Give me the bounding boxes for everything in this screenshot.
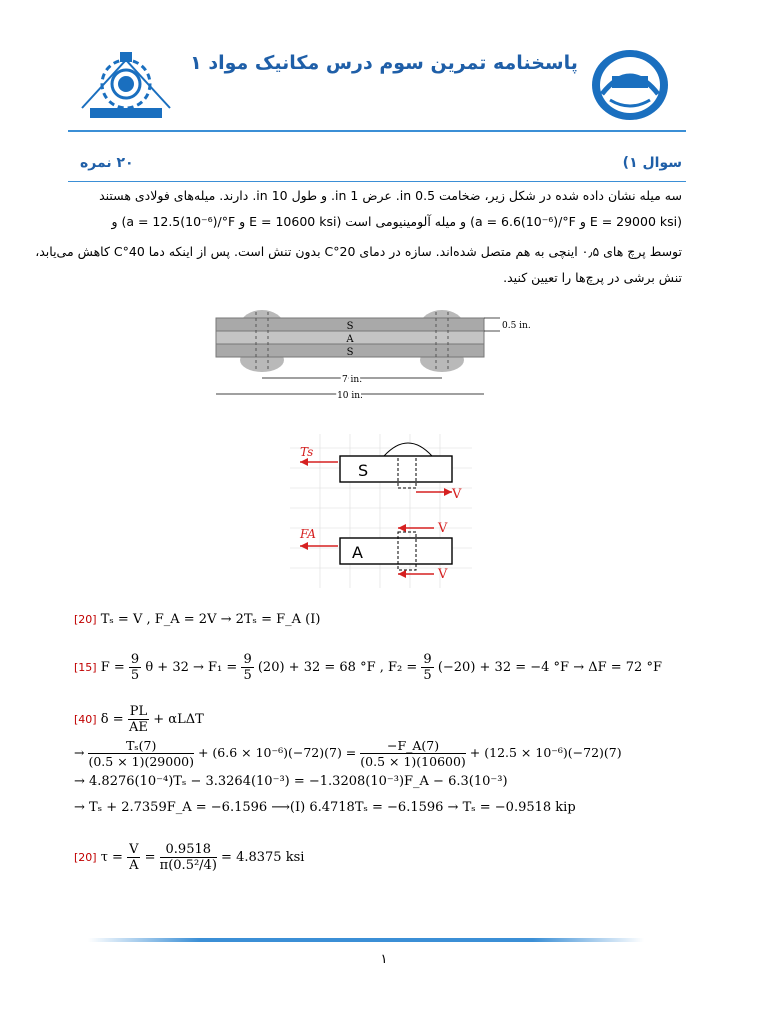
bottom-bar-label: A bbox=[352, 543, 363, 562]
question-line-2: (E = 29000 ksi و a = 6.6(10⁻⁶)/°F) و میله آلومینیومی است (E = 10600 ksi و a = 12.5(10⁻⁶)/°F) و bbox=[111, 214, 682, 229]
inner-dimension-label: 7 in. bbox=[341, 375, 363, 385]
page-number: ۱ bbox=[380, 952, 388, 967]
footer-divider bbox=[88, 938, 644, 942]
outer-dimension-label: 10 in. bbox=[337, 391, 363, 401]
bar-label-bottom: S bbox=[346, 347, 354, 358]
thickness-label: 0.5 in. bbox=[502, 321, 531, 331]
equation-text: θ + 32 → F₁ = bbox=[145, 660, 238, 675]
equation-text: F = bbox=[100, 660, 125, 675]
equation-compatibility: → $\frac{\text{Tₛ(7)}}{(0.5 \times 1)(29000)}$ + (6.6 × 10⁻⁶)(−72)(7) = $\frac{-F\_A(7)}{(0.5 \times 1)(10600)}$ + (12.5 × 10⁻⁶)(−72)(7) bbox=[74, 738, 622, 769]
equation-text: Tₛ = V , F_A = 2V → 2Tₛ = F_A (I) bbox=[100, 612, 321, 627]
equation-equilibrium bbox=[74, 612, 320, 627]
shear-label-middle: V bbox=[438, 521, 448, 536]
question-title: سوال ۱) bbox=[622, 155, 682, 171]
points-label: [20] bbox=[74, 851, 97, 864]
page-title: پاسخنامه تمرین سوم درس مکانیک مواد ۱ bbox=[190, 52, 578, 74]
question-line-3: توسط پرچ های ۰٫۵ اینچی به هم متصل شده‌اند. سازه در دمای 20°C بدون تنش است. پس از اینکه دما 40°C کاهش می‌یابد، bbox=[35, 244, 682, 259]
equation-shear-stress: [20] τ = $\frac{V}{A}$ = $\frac{0.9518}{\text{π(0.5²/4)}}$ = 4.8375 ksi bbox=[74, 842, 305, 873]
equation-text: (20) + 32 = 68 °F , F₂ = bbox=[257, 660, 418, 675]
fraction: $\frac{9}{5}$ bbox=[130, 652, 140, 683]
header-divider bbox=[68, 130, 686, 132]
bar-assembly-figure bbox=[214, 304, 554, 404]
points-label: [40] bbox=[74, 713, 97, 726]
equation-solution: → Tₛ + 2.7359F_A = −6.1596 ⟶(I) 6.4718Tₛ = −6.1596 → Tₛ = −0.9518 kip bbox=[74, 800, 576, 815]
shear-label-top: V bbox=[452, 487, 462, 502]
question-score: ۲۰ نمره bbox=[80, 155, 134, 171]
bar-label-top: S bbox=[346, 321, 354, 332]
bar-label-middle: A bbox=[346, 334, 354, 345]
equation-deformation: [40] δ = $\frac{PL}{AE}$ + αLΔT bbox=[74, 704, 204, 735]
shear-label-bottom: V bbox=[438, 567, 448, 582]
points-label: [15] bbox=[74, 661, 97, 674]
question-divider bbox=[68, 181, 686, 182]
points-label: [20] bbox=[74, 613, 97, 626]
question-line-1: سه میله نشان داده شده در شکل زیر، ضخامت 0.5 in. عرض 1 in. و طول 10 in. دارند. میله‌های فولادی هستند bbox=[99, 188, 682, 203]
question-line-4: تنش برشی در پرچ‌ها را تعیین کنید. bbox=[503, 270, 682, 285]
top-bar-label: S bbox=[358, 461, 369, 480]
equation-temperature bbox=[74, 652, 662, 683]
free-body-diagram bbox=[290, 434, 472, 588]
equation-simplified: → 4.8276(10⁻⁴)Tₛ − 3.3264(10⁻³) = −1.3208(10⁻³)F_A − 6.3(10⁻³) bbox=[74, 774, 508, 789]
force-ts-label: Ts bbox=[300, 445, 314, 459]
force-fa-label: FA bbox=[300, 527, 316, 541]
equation-text: (−20) + 32 = −4 °F → ΔF = 72 °F bbox=[437, 660, 662, 675]
fraction: $\frac{9}{5}$ bbox=[423, 652, 432, 683]
fraction: $\frac{9}{5}$ bbox=[243, 652, 252, 683]
